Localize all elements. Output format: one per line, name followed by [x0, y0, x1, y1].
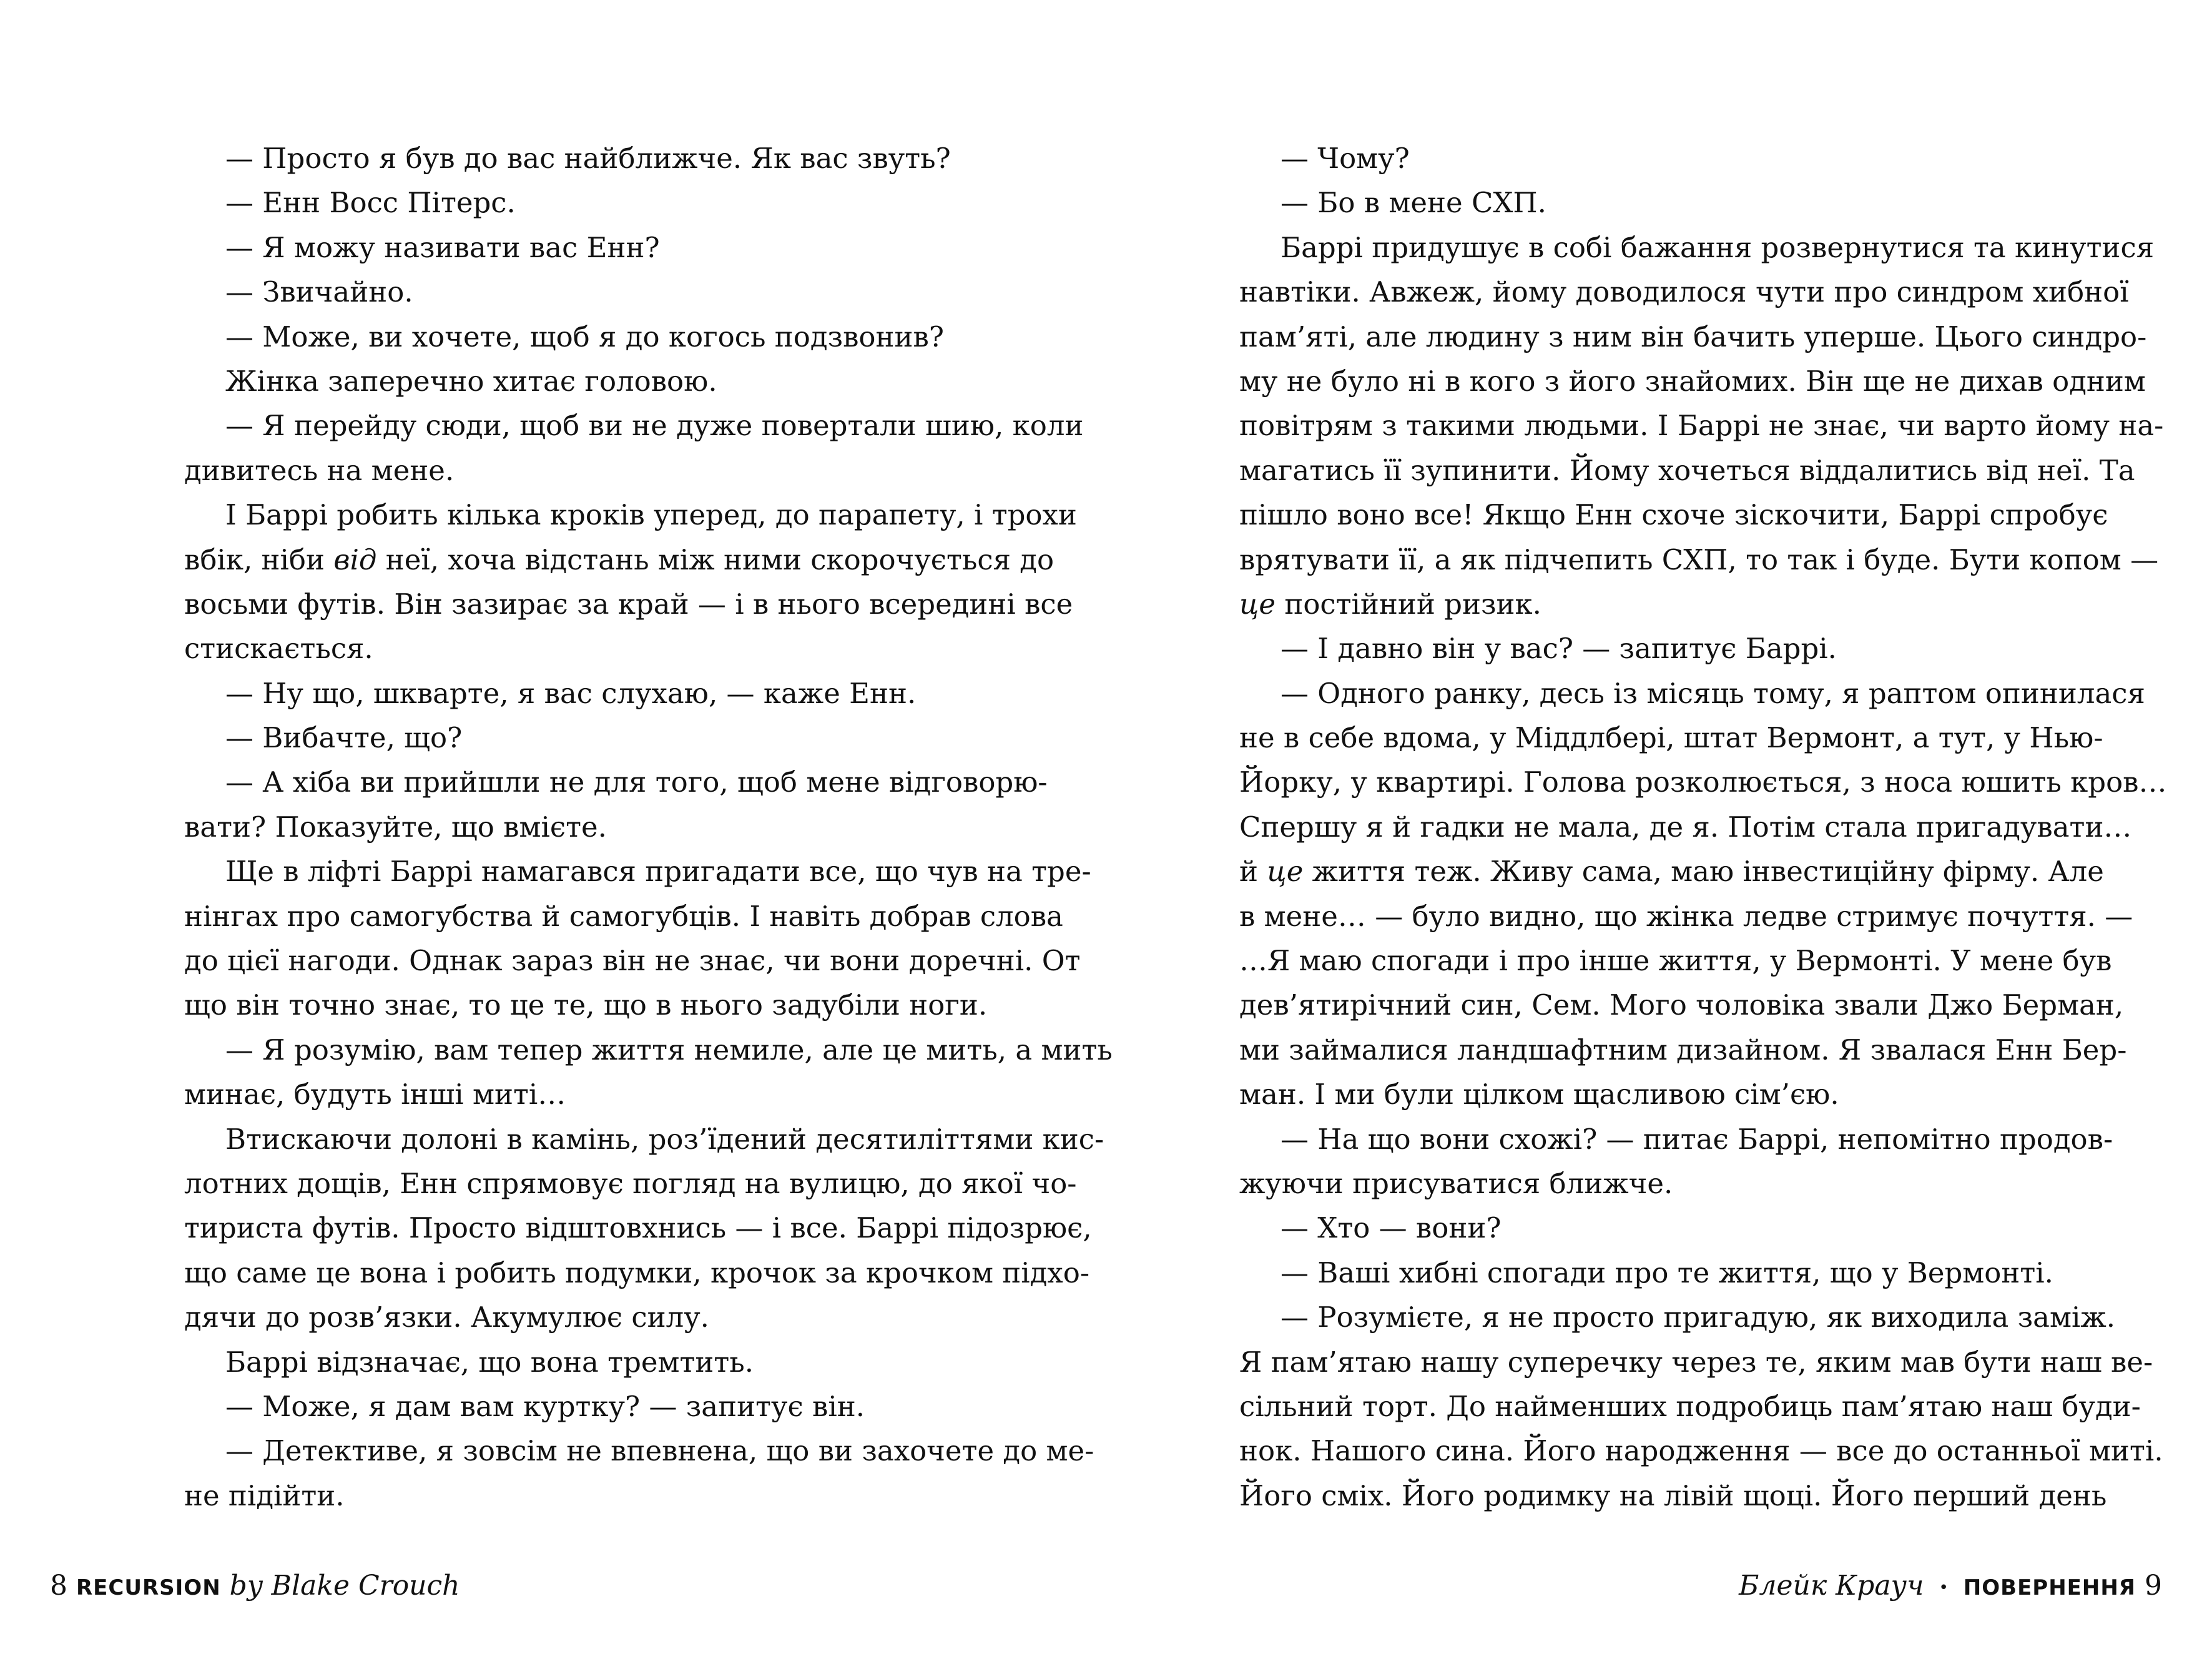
- text-line: тириста футів. Просто відштовхнись — і все. Баррі підозрює,: [184, 1211, 1092, 1245]
- text-line: — На що вони схожі? — питає Баррі, непомітно продов-: [1281, 1122, 2113, 1156]
- text-line: — Вибачте, що?: [225, 721, 463, 755]
- text-line: не підійти.: [184, 1479, 345, 1512]
- text-line: вати? Показуйте, що вмієте.: [184, 810, 607, 844]
- text-line: дивитесь на мене.: [184, 453, 455, 487]
- emphasis: це: [1267, 855, 1304, 889]
- text-line: Я пам’ятаю нашу суперечку через те, яким мав бути наш ве-: [1239, 1345, 2153, 1379]
- text-line: — Звичайно.: [225, 275, 413, 309]
- text-line: Баррі придушує в собі бажання розвернутися та кинутися: [1281, 230, 2155, 264]
- text-line: — Може, я дам вам куртку? — запитує він.: [225, 1389, 865, 1423]
- text-line: що саме це вона і робить подумки, крочок за крочком підхо-: [184, 1256, 1090, 1289]
- text-line: Спершу я й гадки не мала, де я. Потім стала пригадувати…: [1239, 810, 2132, 844]
- text-line: нінгах про самогубства й самогубців. І навіть добрав слова: [184, 899, 1063, 933]
- text-line: — Я можу називати вас Енн?: [225, 230, 660, 264]
- text-line: — І давно він у вас? — запитує Баррі.: [1281, 632, 1837, 666]
- text-line: восьми футів. Він зазирає за край — і в нього всередині все: [184, 587, 1073, 621]
- text-line: му не було ні в кого з його знайомих. Він ще не дихав одним: [1239, 364, 2146, 398]
- text-line: — Я перейду сюди, щоб ви не дуже повертали шию, коли: [225, 409, 1084, 443]
- text-line: — Хто — вони?: [1281, 1211, 1502, 1245]
- text-line: Ще в ліфті Баррі намагався пригадати все, що чув на тре-: [225, 855, 1091, 889]
- text-line: Його сміх. Його родимку на лівій щоці. Його перший день: [1239, 1479, 2107, 1512]
- page-number-left: 8: [50, 1570, 67, 1602]
- text-line: жуючи присуватися ближче.: [1239, 1166, 1673, 1200]
- left-page-footer: [50, 1567, 460, 1607]
- text-line: — Розумієте, я не просто пригадую, як виходила заміж.: [1281, 1301, 2116, 1334]
- footer-separator: •: [1939, 1578, 1949, 1597]
- text-line: дячи до розв’язки. Акумулює силу.: [184, 1301, 709, 1334]
- text-line: — Бо в мене СХП.: [1281, 186, 1546, 220]
- text-line: — Енн Восс Пітерс.: [225, 186, 516, 220]
- text-line: …Я маю спогади і про інше життя, у Вермонті. У мене був: [1239, 944, 2112, 978]
- text-line: — Детективе, я зовсім не впевнена, що ви захочете до ме-: [225, 1434, 1094, 1468]
- text-line: повітрям з такими людьми. І Баррі не знає, чи варто йому на-: [1239, 409, 2164, 443]
- text-line: І Баррі робить кілька кроків уперед, до парапету, і трохи: [225, 498, 1077, 532]
- text-line: Баррі відзначає, що вона тремтить.: [225, 1345, 754, 1379]
- text-line: навтіки. Авжеж, йому доводилося чути про синдром хибної: [1239, 275, 2129, 309]
- book-series-title: RECURSION: [76, 1575, 221, 1600]
- text-line: — Чому?: [1281, 142, 1410, 175]
- text-line: вбік, ніби від неї, хоча відстань між ними скорочується до: [184, 543, 1054, 576]
- emphasis: від: [333, 543, 377, 576]
- text-line: це постійний ризик.: [1239, 587, 1541, 621]
- right-page-text: [1239, 136, 2167, 1518]
- text-line: що він точно знає, то це те, що в нього задубіли ноги.: [184, 988, 988, 1022]
- text-line: стискається.: [184, 632, 373, 666]
- text-line: — Просто я був до вас найближче. Як вас звуть?: [225, 142, 951, 175]
- text-line: — Я розумію, вам тепер життя немиле, але це мить, а мить: [225, 1033, 1113, 1066]
- text-line: до цієї нагоди. Однак зараз він не знає, чи вони доречні. От: [184, 944, 1081, 978]
- text-line: Жінка заперечно хитає головою.: [225, 364, 717, 398]
- book-byline: by Blake Crouch: [229, 1570, 460, 1602]
- text-line: — Одного ранку, десь із місяць тому, я раптом опинилася: [1281, 676, 2145, 710]
- text-line: пам’яті, але людину з ним він бачить уперше. Цього синдро-: [1239, 320, 2147, 353]
- text-line: Йорку, у квартирі. Голова розколюється, з носа юшить кров…: [1239, 766, 2167, 799]
- text-line: минає, будуть інші миті…: [184, 1078, 566, 1111]
- right-page-footer: [1739, 1567, 2162, 1607]
- text-line: — Може, ви хочете, щоб я до когось подзвонив?: [225, 320, 944, 353]
- emphasis: це: [1239, 587, 1276, 621]
- text-line: не в себе вдома, у Міддлбері, штат Вермонт, а тут, у Нью-: [1239, 721, 2103, 755]
- text-line: лотних дощів, Енн спрямовує погляд на вулицю, до якої чо-: [184, 1166, 1077, 1200]
- text-line: ман. І ми були цілком щасливою сім’єю.: [1239, 1078, 1839, 1111]
- text-line: врятувати її, а як підчепить СХП, то так і буде. Бути копом —: [1239, 543, 2159, 576]
- text-line: Втискаючи долоні в камінь, роз’їдений десятиліттями кис-: [225, 1122, 1104, 1156]
- book-title: ПОВЕРНЕННЯ: [1963, 1575, 2136, 1600]
- text-line: — Ну що, шкварте, я вас слухаю, — каже Енн.: [225, 676, 917, 710]
- left-page-text: [184, 136, 1113, 1518]
- text-line: дев’ятирічний син, Сем. Мого чоловіка звали Джо Берман,: [1239, 988, 2124, 1022]
- text-line: ми займалися ландшафтним дизайном. Я звалася Енн Бер-: [1239, 1033, 2127, 1066]
- author-name: Блейк Крауч: [1739, 1570, 1924, 1602]
- text-line: нок. Нашого сина. Його народження — все до останньої миті.: [1239, 1434, 2163, 1468]
- page-number-right: 9: [2145, 1570, 2162, 1602]
- text-line: магатись її зупинити. Йому хочеться віддалитись від неї. Та: [1239, 453, 2135, 487]
- text-line: пішло воно все! Якщо Енн схоче зіскочити, Баррі спробує: [1239, 498, 2108, 532]
- text-line: й це життя теж. Живу сама, маю інвестиційну фірму. Але: [1239, 855, 2104, 889]
- text-line: сільний торт. До найменших подробиць пам’ятаю наш буди-: [1239, 1389, 2141, 1423]
- text-line: — Ваші хибні спогади про те життя, що у Вермонті.: [1281, 1256, 2053, 1289]
- text-line: — А хіба ви прийшли не для того, щоб мене відговорю-: [225, 766, 1048, 799]
- text-line: в мене… — було видно, що жінка ледве стримує почуття. —: [1239, 899, 2133, 933]
